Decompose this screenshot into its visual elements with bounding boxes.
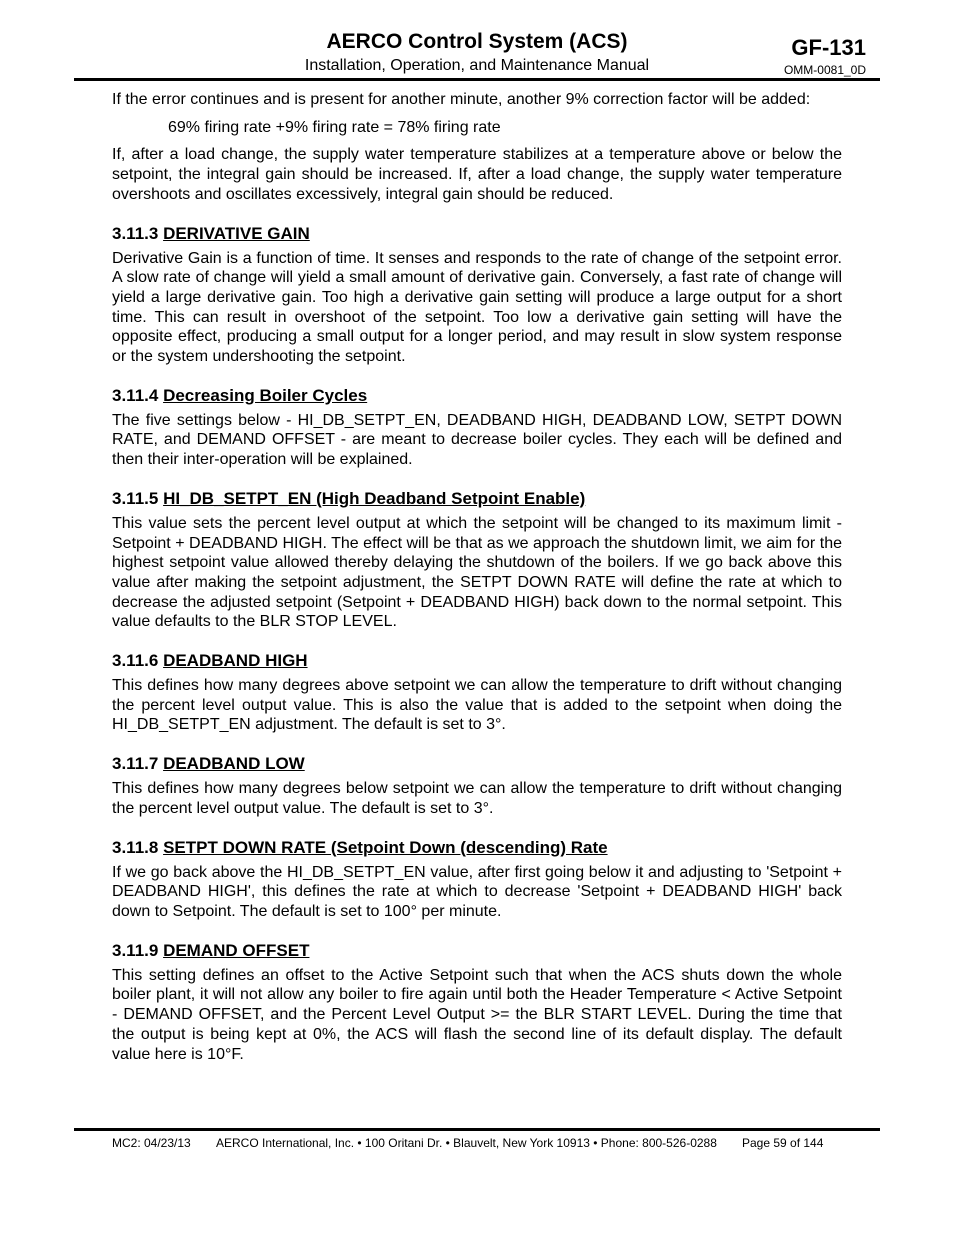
section-heading-3-11-9 <box>112 941 842 961</box>
section-title: DEADBAND LOW <box>163 754 305 774</box>
section-title: HI_DB_SETPT_EN (High Deadband Setpoint Enable) <box>163 488 586 508</box>
section-body-3-11-6: This defines how many degrees above setpoint we can allow the temperature to drift without changing the percent level output value. This is also the value that is added to the setpoint when doing the HI_DB_SETPT_EN adjustment. The default is set to 3°. <box>112 677 842 734</box>
section-body-3-11-3: Derivative Gain is a function of time. It senses and responds to the rate of change of the setpoint error. A slow rate of change will yield a small amount of derivative gain. Conversely, a fast rate of change will yield a large derivative gain. Too high a derivative gain setting will produce a large output for a short time. This can result in overshoot of the setpoint. Too low a derivative gain setting will have the opposite effect, producing a small output for a longer period, and may result in slow system response or the system undershooting the setpoint. <box>112 249 842 366</box>
section-heading-3-11-7 <box>112 754 842 774</box>
section-body-3-11-4: The five settings below - HI_DB_SETPT_EN, DEADBAND HIGH, DEADBAND LOW, SETPT DOWN RATE, and DEMAND OFFSET - are meant to decrease boiler cycles. They each will be defined and then their inter-operation will be explained. <box>112 411 842 469</box>
intro-paragraph-2: If, after a load change, the supply water temperature stabilizes at a temperature above or below the setpoint, the integral gain should be increased. If, after a load change, the supply water temperature overshoots and oscillates excessively, integral gain should be reduced. <box>112 146 842 203</box>
section-number: 3.11.9 <box>112 940 159 960</box>
header-divider <box>74 78 880 81</box>
footer-address: AERCO International, Inc. • 100 Oritani Dr. • Blauvelt, New York 10913 • Phone: 800-526-0288 <box>216 1136 717 1150</box>
footer-revision: MC2: 04/23/13 <box>112 1136 191 1150</box>
document-title: AERCO Control System (ACS) <box>326 30 628 53</box>
section-body-3-11-7: This defines how many degrees below setpoint we can allow the temperature to drift without changing the percent level output value. The default is set to 3°. <box>112 780 842 817</box>
document-number: OMM-0081_0D <box>783 63 866 77</box>
document-code: GF-131 <box>791 35 866 60</box>
section-number: 3.11.5 <box>112 488 159 508</box>
section-heading-3-11-3 <box>112 224 842 244</box>
footer-page-number: Page 59 of 144 <box>742 1136 824 1150</box>
section-heading-3-11-4 <box>112 386 842 406</box>
section-title: DEADBAND HIGH <box>163 651 308 671</box>
section-body-3-11-8: If we go back above the HI_DB_SETPT_EN value, after first going below it and adjusting to 'Setpoint + DEADBAND HIGH', this defines the rate at which to decrease 'Setpoint + DEADBAND HIGH' back down to Setpoint. The default is set to 100° per minute. <box>112 863 842 920</box>
section-title: DEMAND OFFSET <box>163 940 310 960</box>
section-body-3-11-5: This value sets the percent level output at which the setpoint will be changed to its maximum limit - Setpoint + DEADBAND HIGH. The effect will be that as we approach the shutdown limit, we aim for the highest setpoint value allowed thereby delaying the shutdown of the boilers. If we go back above this value after making the setpoint adjustment, the SETPT DOWN RATE will define the rate at which to decrease the adjusted setpoint (Setpoint + DEADBAND HIGH) back down to the normal setpoint. This value defaults to the BLR STOP LEVEL. <box>112 514 842 631</box>
section-body-3-11-9: This setting defines an offset to the Active Setpoint such that when the ACS shuts down the whole boiler plant, it will not allow any boiler to fire again until both the Header Temperature < Active Setpoint - DEMAND OFFSET, and the Percent Level Output >= the BLR START LEVEL. During the time that the output is being kept at 0%, the ACS will flash the second line of its default display. The default value here is 10°F. <box>112 966 842 1063</box>
firing-rate-formula: 69% firing rate +9% firing rate = 78% firing rate <box>168 118 501 136</box>
section-title: DERIVATIVE GAIN <box>163 223 310 243</box>
page-header <box>74 30 880 80</box>
section-heading-3-11-5 <box>112 489 842 509</box>
footer-divider <box>74 1128 880 1131</box>
document-subtitle: Installation, Operation, and Maintenance Manual <box>304 57 650 74</box>
section-title: Decreasing Boiler Cycles <box>163 385 368 405</box>
section-number: 3.11.4 <box>112 385 159 405</box>
section-title: SETPT DOWN RATE (Setpoint Down (descending) Rate <box>163 837 608 857</box>
intro-paragraph-1: If the error continues and is present for another minute, another 9% correction factor will be added: <box>112 91 811 108</box>
section-heading-3-11-8 <box>112 838 842 858</box>
section-number: 3.11.3 <box>112 223 159 243</box>
section-heading-3-11-6 <box>112 651 842 671</box>
section-number: 3.11.6 <box>112 651 159 671</box>
section-number: 3.11.7 <box>112 754 159 774</box>
page-content <box>112 90 842 1072</box>
section-number: 3.11.8 <box>112 837 159 857</box>
